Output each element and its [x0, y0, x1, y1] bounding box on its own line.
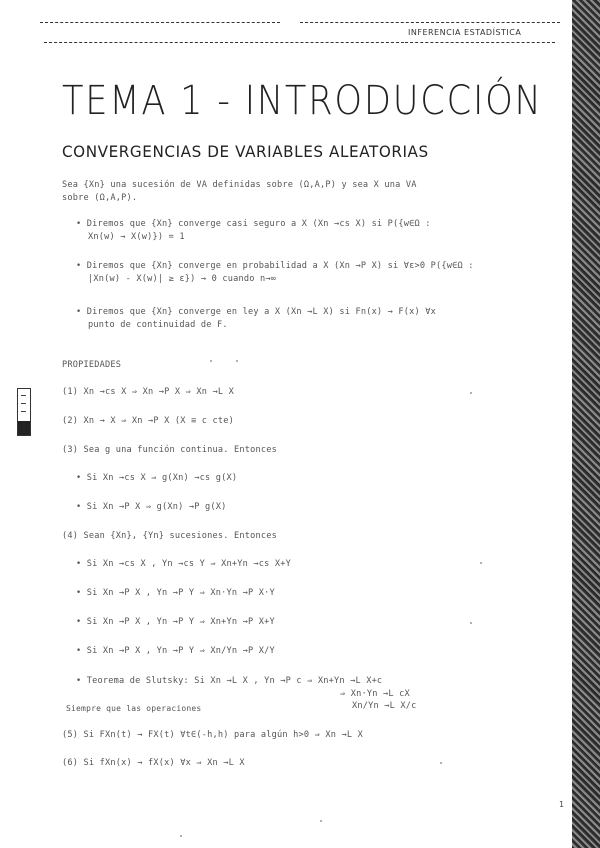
- properties-heading: PROPIEDADES: [62, 360, 122, 370]
- property-line: • Si Xn →P X , Yn →P Y ⇒ Xn+Yn →P X+Y: [76, 617, 275, 627]
- property-line: (3) Sea g una función continua. Entonces: [62, 445, 277, 455]
- page-number: 1: [559, 800, 565, 809]
- margin-tab: [17, 388, 31, 436]
- scanned-page-edge: [572, 0, 600, 848]
- definition-line: • Diremos que {Xn} converge casi seguro a X (Xn →cs X) si P({w∈Ω :: [76, 219, 431, 229]
- property-line: • Teorema de Slutsky: Si Xn →L X , Yn →P c ⇒ Xn+Yn →L X+c: [76, 676, 383, 686]
- intro-line: Sea {Xn} una sucesión de VA definidas sobre (Ω,A,P) y sea X una VA: [62, 180, 417, 190]
- property-line: (2) Xn → X ⇒ Xn →P X (X ≡ c cte): [62, 416, 234, 426]
- property-line: • Si Xn →P X ⇒ g(Xn) →P g(X): [76, 502, 227, 512]
- header-rule: [40, 22, 280, 23]
- property-line: Xn/Yn →L X/c: [352, 701, 417, 711]
- property-line: • Si Xn →cs X ⇒ g(Xn) →cs g(X): [76, 473, 238, 483]
- definition-line: • Diremos que {Xn} converge en ley a X (Xn →L X) si Fn(x) → F(x) ∀x: [76, 307, 437, 317]
- property-line: ⇒ Xn·Yn →L cX: [340, 689, 410, 699]
- section-title: CONVERGENCIAS DE VARIABLES ALEATORIAS: [62, 142, 429, 161]
- header-rule: [44, 42, 404, 43]
- definition-line: punto de continuidad de F.: [88, 320, 228, 330]
- property-line: (4) Sean {Xn}, {Yn} sucesiones. Entonces: [62, 531, 277, 541]
- property-line: • Si Xn →P X , Yn →P Y ⇒ Xn/Yn →P X/Y: [76, 646, 275, 656]
- property-line: (6) Si fXn(x) → fX(x) ∀x ⇒ Xn →L X: [62, 758, 245, 768]
- definition-line: |Xn(w) - X(w)| ≥ ε}) → 0 cuando n→∞: [88, 274, 277, 284]
- intro-line: sobre (Ω,A,P).: [62, 193, 138, 203]
- definition-line: Xn(w) → X(w)}) = 1: [88, 232, 185, 242]
- definition-line: • Diremos que {Xn} converge en probabilidad a X (Xn →P X) si ∀ε>0 P({w∈Ω :: [76, 261, 474, 271]
- property-line: (1) Xn →cs X ⇒ Xn →P X ⇒ Xn →L X: [62, 387, 234, 397]
- property-line: • Si Xn →cs X , Yn →cs Y ⇒ Xn+Yn →cs X+Y: [76, 559, 291, 569]
- property-line: • Si Xn →P X , Yn →P Y ⇒ Xn·Yn →P X·Y: [76, 588, 275, 598]
- property-note: Siempre que las operaciones: [66, 704, 202, 713]
- property-line: (5) Si FXn(t) → FX(t) ∀t∈(-h,h) para algún h>0 ⇒ Xn →L X: [62, 730, 363, 740]
- header-rule: [300, 22, 560, 23]
- header-rule: [405, 42, 555, 43]
- course-header: INFERENCIA ESTADÍSTICA: [408, 28, 522, 37]
- page-title: TEMA 1 - INTRODUCCIÓN: [62, 78, 543, 124]
